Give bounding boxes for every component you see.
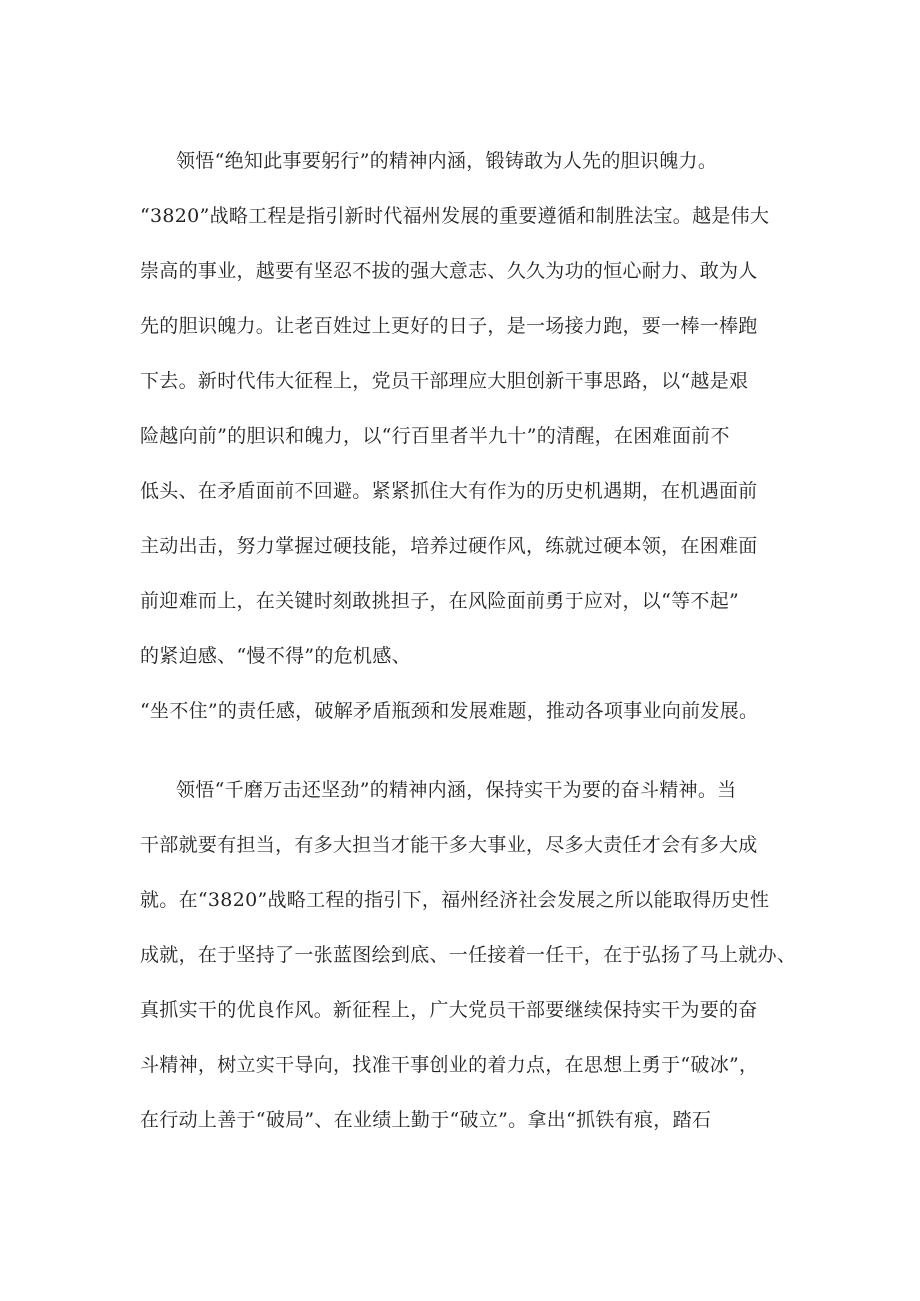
text-line: 就。在“3820”战略工程的指引下，福州经济社会发展之所以能取得历史性 — [140, 889, 770, 911]
text-line: 领悟“绝知此事要躬行”的精神内涵，锻铸敢为人先的胆识魄力。 — [176, 150, 718, 172]
text-line: 在行动上善于“破局”、在业绩上勤于“破立”。拿出“抓铁有痕，踏石 — [140, 1109, 712, 1131]
text-line: 主动出击，努力掌握过硬技能，培养过硬作风，练就过硬本领，在困难面 — [140, 535, 758, 557]
text-line: 成就，在于坚持了一张蓝图绘到底、一任接着一任干，在于弘扬了马上就办、 — [140, 944, 797, 966]
text-line: “3820”战略工程是指引新时代福州发展的重要遵循和制胜法宝。越是伟大 — [140, 205, 770, 227]
text-line: 低头、在矛盾面前不回避。紧紧抓住大有作为的历史机遇期，在机遇面前 — [140, 480, 758, 502]
text-line: 领悟“千磨万击还坚劲”的精神内涵，保持实干为要的奋斗精神。当 — [176, 779, 737, 801]
text-line: “坐不住”的责任感，破解矛盾瓶颈和发展难题，推动各项事业向前发展。 — [140, 700, 759, 722]
text-line: 先的胆识魄力。让老百姓过上更好的日子，是一场接力跑，要一棒一棒跑 — [140, 315, 758, 337]
text-line: 的紧迫感、“慢不得”的危机感、 — [140, 645, 411, 667]
text-line: 下去。新时代伟大征程上，党员干部理应大胆创新干事思路，以“越是艰 — [140, 370, 749, 392]
text-line: 真抓实干的优良作风。新征程上，广大党员干部要继续保持实干为要的奋 — [140, 999, 758, 1021]
text-line: 崇高的事业，越要有坚忍不拔的强大意志、久久为功的恒心耐力、敢为人 — [140, 260, 758, 282]
text-line: 前迎难而上，在关键时刻敢挑担子，在风险面前勇于应对，以“等不起” — [140, 590, 740, 612]
text-line: 斗精神，树立实干导向，找准干事创业的着力点，在思想上勇于“破冰”， — [140, 1054, 759, 1076]
text-line: 干部就要有担当，有多大担当才能干多大事业，尽多大责任才会有多大成 — [140, 834, 758, 856]
text-line: 险越向前”的胆识和魄力，以“行百里者半九十”的清醒，在困难面前不 — [140, 425, 730, 447]
